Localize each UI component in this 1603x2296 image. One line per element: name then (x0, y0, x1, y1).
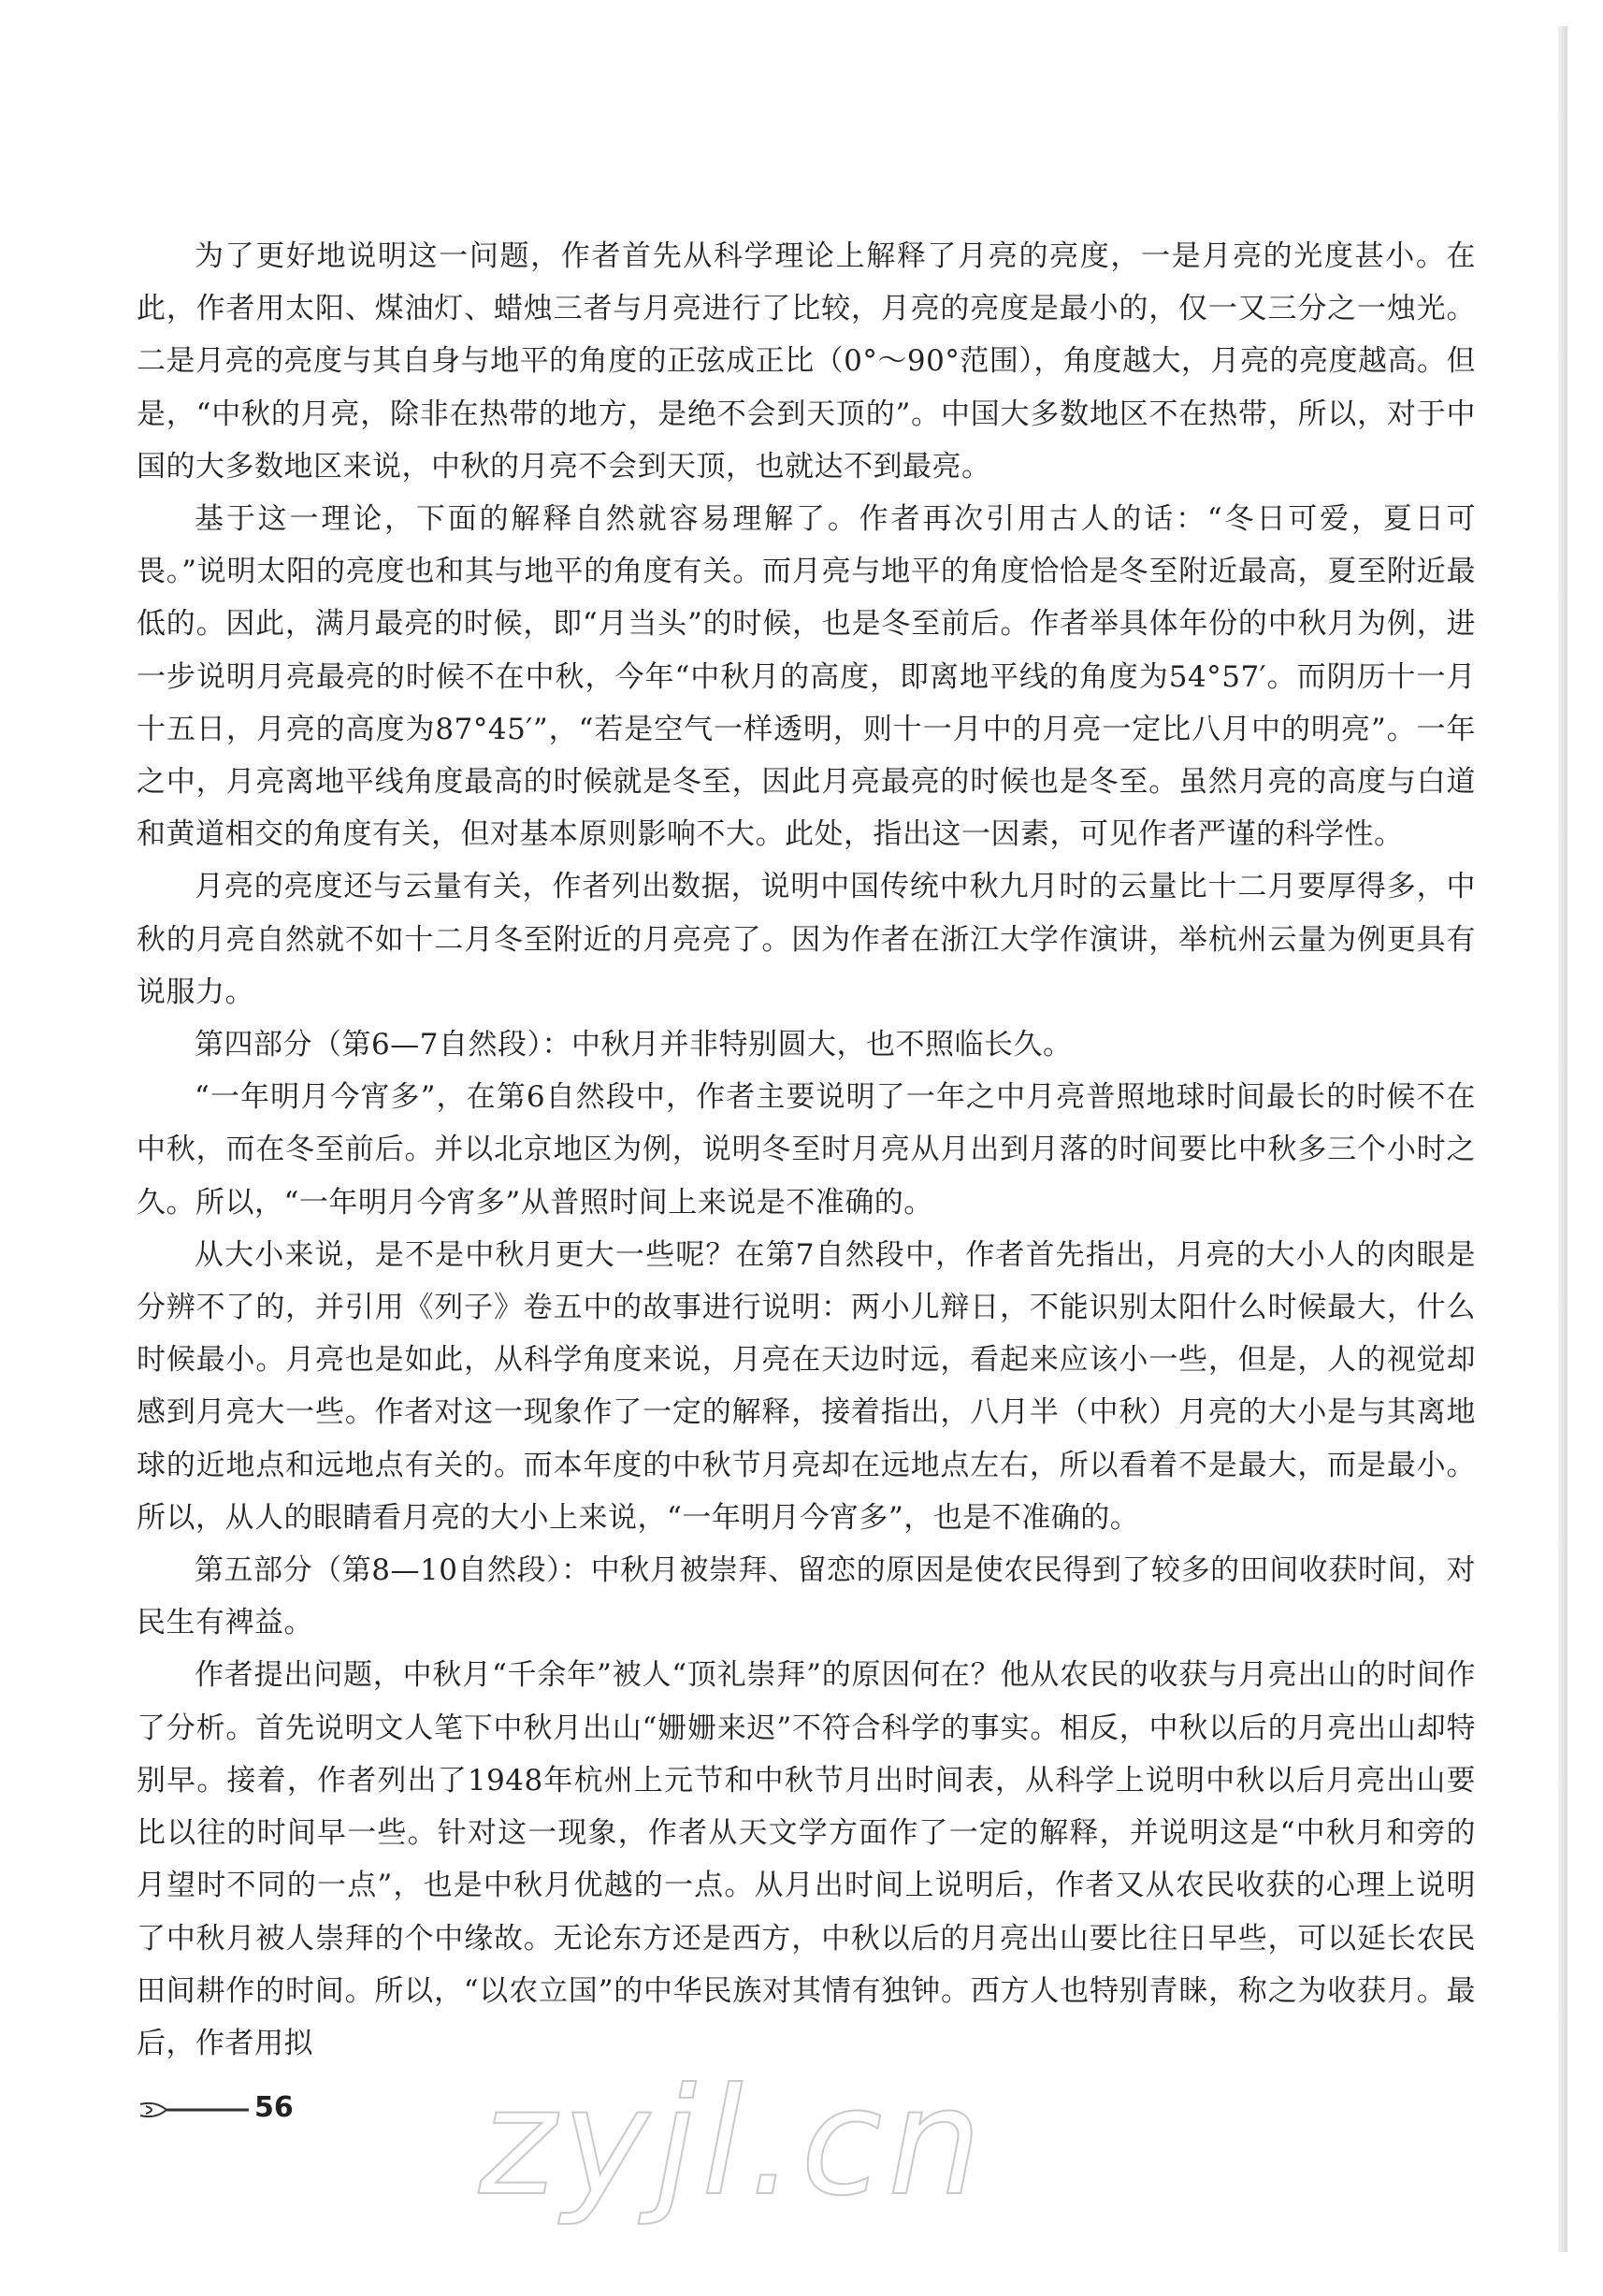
page-footer (138, 2091, 325, 2129)
paragraph-3: 月亮的亮度还与云量有关，作者列出数据，说明中国传统中秋九月时的云量比十二月要厚得多，中秋的月亮自然就不如十二月冬至附近的月亮亮了。因为作者在浙江大学作演讲，举杭州云量为例更具有说服力。 (137, 870, 1476, 1009)
section-heading-5: 第五部分（第8—10自然段）：中秋月被崇拜、留恋的原因是使农民得到了较多的田间收获时间，对民生有裨益。 (137, 1553, 1476, 1640)
section-heading-4: 第四部分（第6—7自然段）：中秋月并非特别圆大，也不照临长久。 (195, 1028, 1073, 1062)
site-watermark: zyjl.cn (479, 2057, 988, 2229)
paragraph-1: 为了更好地说明这一问题，作者首先从科学理论上解释了月亮的亮度，一是月亮的光度甚小。在此，作者用太阳、煤油灯、蜡烛三者与月亮进行了比较，月亮的亮度是最小的，仅一又三分之一烛光。二是月亮的亮度与其自身与地平的角度的正弦成正比（0°～90°范围），角度越大，月亮的亮度越高。但是，“中秋的月亮，除非在热带的地方，是绝不会到天顶的”。中国大多数地区不在热带，所以，对于中国的大多数地区来说，中秋的月亮不会到天顶，也就达不到最亮。 (137, 239, 1476, 484)
scissors-ornament-icon (138, 2097, 251, 2125)
page-number: 56 (254, 2091, 294, 2124)
paragraph-6: 从大小来说，是不是中秋月更大一些呢？在第7自然段中，作者首先指出，月亮的大小人的肉眼是分辨不了的，并引用《列子》卷五中的故事进行说明：两小儿辩日，不能识别太阳什么时候最大，什么时候最小。月亮也是如此，从科学角度来说，月亮在天边时远，看起来应该小一些，但是，人的视觉却感到月亮大一些。作者对这一现象作了一定的解释，接着指出，八月半（中秋）月亮的大小是与其离地球的近地点和远地点有关的。而本年度的中秋节月亮却在远地点左右，所以看着不是最大，而是最小。所以，从人的眼睛看月亮的大小上来说，“一年明月今宵多”，也是不准确的。 (137, 1237, 1476, 1535)
page-edge-shadow (1558, 26, 1567, 2252)
document-body (137, 230, 1476, 2070)
paragraph-5: “一年明月今宵多”，在第6自然段中，作者主要说明了一年之中月亮普照地球时间最长的时候不在中秋，而在冬至前后。并以北京地区为例，说明冬至时月亮从月出到月落的时间要比中秋多三个小时之久。所以，“一年明月今宵多”从普照时间上来说是不准确的。 (137, 1080, 1476, 1220)
paragraph-2: 基于这一理论，下面的解释自然就容易理解了。作者再次引用古人的话：“冬日可爱，夏日可畏。”说明太阳的亮度也和其与地平的角度有关。而月亮与地平的角度恰恰是冬至附近最高，夏至附近最低的。因此，满月最亮的时候，即“月当头”的时候，也是冬至前后。作者举具体年份的中秋月为例，进一步说明月亮最亮的时候不在中秋，今年“中秋月的高度，即离地平线的角度为54°57′。而阴历十一月十五日，月亮的高度为87°45′”，“若是空气一样透明，则十一月中的月亮一定比八月中的明亮”。一年之中，月亮离地平线角度最高的时候就是冬至，因此月亮最亮的时候也是冬至。虽然月亮的高度与白道和黄道相交的角度有关，但对基本原则影响不大。此处，指出这一因素，可见作者严谨的科学性。 (137, 502, 1476, 852)
paragraph-8: 作者提出问题，中秋月“千余年”被人“顶礼崇拜”的原因何在？他从农民的收获与月亮出山的时间作了分析。首先说明文人笔下中秋月出山“姗姗来迟”不符合科学的事实。相反，中秋以后的月亮出山却特别早。接着，作者列出了1948年杭州上元节和中秋节月出时间表，从科学上说明中秋以后月亮出山要比以往的时间早一些。针对这一现象，作者从天文学方面作了一定的解释，并说明这是“中秋月和旁的月望时不同的一点”，也是中秋月优越的一点。从月出时间上说明后，作者又从农民收获的心理上说明了中秋月被人崇拜的个中缘故。无论东方还是西方，中秋以后的月亮出山要比往日早些，可以延长农民田间耕作的时间。所以，“以农立国”的中华民族对其情有独钟。西方人也特别青睐，称之为收获月。最后，作者用拟 (137, 1658, 1476, 2060)
